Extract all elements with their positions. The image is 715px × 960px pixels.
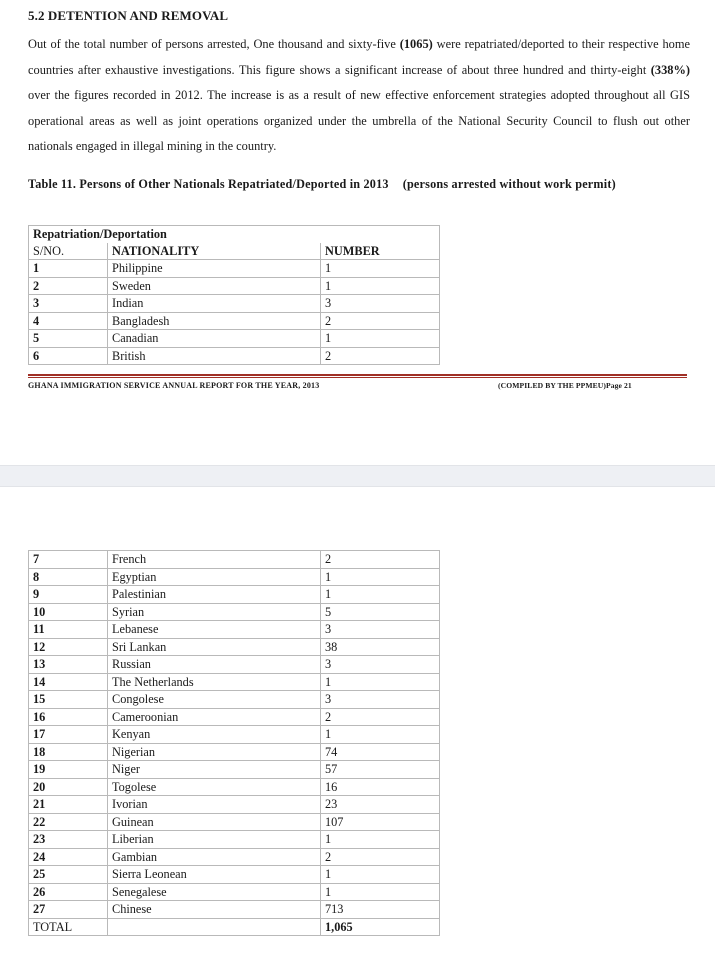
column-header-sno: S/NO. [29, 243, 108, 260]
table-row [29, 277, 440, 295]
table-body-part1 [29, 260, 440, 365]
row-nationality: Togolese [108, 778, 321, 796]
table-caption-tail: (persons arrested without work permit) [402, 177, 616, 191]
row-number: 1 [321, 277, 440, 295]
row-sno: 22 [29, 813, 108, 831]
row-nationality: Ivorian [108, 796, 321, 814]
paragraph-text-2: were repatriated/deported to their respective home countries after exhaustive investigations. This figure shows a significant increase of about three hundred and thirty-eight [28, 37, 690, 77]
row-nationality: French [108, 551, 321, 569]
paragraph-percent-bold: (338%) [650, 62, 690, 77]
row-sno: 14 [29, 673, 108, 691]
row-number: 1 [321, 330, 440, 348]
row-nationality: The Netherlands [108, 673, 321, 691]
row-number: 2 [321, 708, 440, 726]
row-number: 1 [321, 260, 440, 278]
table-row [29, 708, 440, 726]
table-row [29, 673, 440, 691]
table-row [29, 330, 440, 348]
row-sno: 2 [29, 277, 108, 295]
repatriation-table-part2 [28, 550, 440, 936]
table-row [29, 656, 440, 674]
table-group-header: Repatriation/Deportation [29, 226, 440, 243]
column-header-nationality: NATIONALITY [108, 243, 321, 260]
table-row [29, 621, 440, 639]
row-sno: 23 [29, 831, 108, 849]
total-label: TOTAL [29, 918, 108, 936]
row-nationality: Liberian [108, 831, 321, 849]
section-heading: 5.2 DETENTION AND REMOVAL [28, 8, 229, 23]
row-nationality: British [108, 347, 321, 365]
row-number: 23 [321, 796, 440, 814]
row-nationality: Palestinian [108, 586, 321, 604]
row-number: 2 [321, 347, 440, 365]
table-row [29, 260, 440, 278]
row-nationality: Russian [108, 656, 321, 674]
row-sno: 25 [29, 866, 108, 884]
row-sno: 7 [29, 551, 108, 569]
table-row [29, 691, 440, 709]
row-nationality: Indian [108, 295, 321, 313]
row-number: 2 [321, 848, 440, 866]
row-sno: 18 [29, 743, 108, 761]
table-row [29, 778, 440, 796]
row-sno: 17 [29, 726, 108, 744]
row-number: 1 [321, 586, 440, 604]
row-sno: 4 [29, 312, 108, 330]
row-number: 38 [321, 638, 440, 656]
table-caption [28, 172, 688, 198]
table-row [29, 312, 440, 330]
row-nationality: Gambian [108, 848, 321, 866]
row-number: 16 [321, 778, 440, 796]
row-nationality: Guinean [108, 813, 321, 831]
row-nationality: Nigerian [108, 743, 321, 761]
row-number: 713 [321, 901, 440, 919]
row-sno: 13 [29, 656, 108, 674]
paragraph-text-1: Out of the total number of persons arrested, One thousand and sixty-five [28, 37, 400, 51]
footer-report-title: GHANA IMMIGRATION SERVICE ANNUAL REPORT FOR THE YEAR, 2013 [28, 381, 320, 390]
row-number: 3 [321, 691, 440, 709]
footer-divider [28, 374, 687, 376]
row-nationality: Sierra Leonean [108, 866, 321, 884]
table-row [29, 295, 440, 313]
row-sno: 10 [29, 603, 108, 621]
row-number: 57 [321, 761, 440, 779]
row-number: 3 [321, 656, 440, 674]
row-nationality: Chinese [108, 901, 321, 919]
table-row [29, 883, 440, 901]
table-row [29, 848, 440, 866]
table-row [29, 796, 440, 814]
table-row [29, 866, 440, 884]
table-row [29, 831, 440, 849]
footer-divider-thin [28, 377, 687, 378]
row-sno: 5 [29, 330, 108, 348]
row-sno: 12 [29, 638, 108, 656]
table-total-row [29, 918, 440, 936]
row-sno: 15 [29, 691, 108, 709]
row-nationality: Bangladesh [108, 312, 321, 330]
row-number: 5 [321, 603, 440, 621]
row-nationality: Lebanese [108, 621, 321, 639]
row-sno: 1 [29, 260, 108, 278]
table-row [29, 813, 440, 831]
table-row [29, 743, 440, 761]
row-sno: 8 [29, 568, 108, 586]
row-nationality: Congolese [108, 691, 321, 709]
row-number: 1 [321, 568, 440, 586]
table-row [29, 901, 440, 919]
table-body-part2 [29, 551, 440, 919]
repatriation-table-part1 [28, 225, 440, 365]
table-row [29, 761, 440, 779]
table-group-header-row [29, 226, 440, 243]
row-sno: 9 [29, 586, 108, 604]
paragraph-count-bold: (1065) [399, 37, 433, 51]
row-sno: 20 [29, 778, 108, 796]
column-header-number: NUMBER [321, 243, 440, 260]
table-row [29, 568, 440, 586]
table-row [29, 551, 440, 569]
table-row [29, 347, 440, 365]
row-number: 1 [321, 673, 440, 691]
row-number: 2 [321, 312, 440, 330]
total-spacer [108, 918, 321, 936]
row-sno: 27 [29, 901, 108, 919]
row-nationality: Philippine [108, 260, 321, 278]
row-sno: 6 [29, 347, 108, 365]
row-sno: 11 [29, 621, 108, 639]
row-sno: 26 [29, 883, 108, 901]
row-sno: 19 [29, 761, 108, 779]
row-number: 1 [321, 831, 440, 849]
row-nationality: Canadian [108, 330, 321, 348]
row-number: 1 [321, 866, 440, 884]
row-number: 107 [321, 813, 440, 831]
row-sno: 21 [29, 796, 108, 814]
row-number: 3 [321, 621, 440, 639]
table-caption-main: Table 11. Persons of Other Nationals Repatriated/Deported in 2013 [28, 177, 389, 191]
row-sno: 16 [29, 708, 108, 726]
page-break-gap [0, 465, 715, 487]
row-number: 2 [321, 551, 440, 569]
table-row [29, 603, 440, 621]
row-nationality: Syrian [108, 603, 321, 621]
row-number: 1 [321, 726, 440, 744]
row-number: 3 [321, 295, 440, 313]
table-column-header-row [29, 243, 440, 260]
row-number: 74 [321, 743, 440, 761]
row-nationality: Niger [108, 761, 321, 779]
row-nationality: Sweden [108, 277, 321, 295]
row-nationality: Egyptian [108, 568, 321, 586]
row-sno: 3 [29, 295, 108, 313]
row-nationality: Sri Lankan [108, 638, 321, 656]
footer-page-number: (COMPILED BY THE PPMEU)Page 21 [498, 381, 632, 390]
row-nationality: Senegalese [108, 883, 321, 901]
section-paragraph [28, 32, 690, 160]
row-sno: 24 [29, 848, 108, 866]
row-number: 1 [321, 883, 440, 901]
paragraph-text-3: over the figures recorded in 2012. The increase is as a result of new effective enforcement strategies adopted throughout all GIS operational areas as well as joint operations organized under the umbrella of the National Security Council to flush out other nationals engaged in illegal mining in the country. [28, 88, 690, 154]
table-row [29, 586, 440, 604]
table-row [29, 726, 440, 744]
total-value: 1,065 [321, 918, 440, 936]
row-nationality: Cameroonian [108, 708, 321, 726]
row-nationality: Kenyan [108, 726, 321, 744]
table-row [29, 638, 440, 656]
